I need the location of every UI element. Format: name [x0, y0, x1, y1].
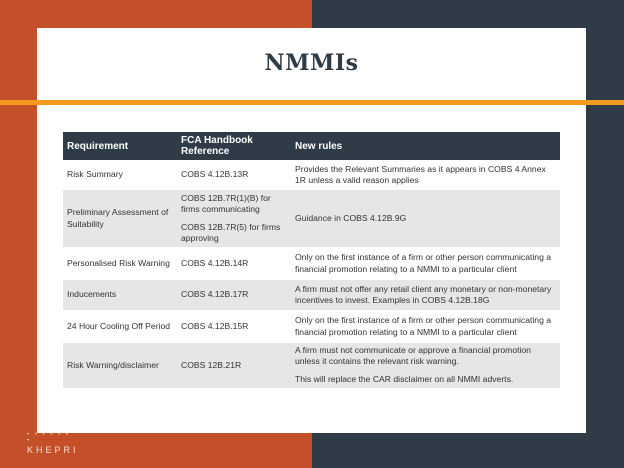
cell-fca-reference: COBS 4.12B.14R [177, 248, 291, 279]
header-fca-reference: FCA Handbook Reference [177, 132, 291, 160]
cell-requirement: 24 Hour Cooling Off Period [63, 311, 177, 342]
table-row [63, 190, 560, 247]
cell-new-rules [291, 343, 560, 388]
logo-dots: • • • • • • • [27, 432, 70, 444]
header-requirement: Requirement [63, 132, 177, 160]
cell-requirement: Inducements [63, 280, 177, 310]
cell-fca-reference: COBS 12B.21R [177, 343, 291, 388]
cell-new-rules: Only on the first instance of a firm or other person communicating a financial promotion relating to a NMMI to a particular client [291, 311, 560, 342]
cell-requirement: Personalised Risk Warning [63, 248, 177, 279]
table-row [63, 161, 560, 189]
nmmi-rules-table [63, 131, 560, 389]
new-rules-line-2: This will replace the CAR disclaimer on all NMMI adverts. [295, 374, 514, 385]
cell-fca-reference: COBS 4.12B.13R [177, 161, 291, 189]
accent-rule [0, 100, 624, 105]
table-row [63, 311, 560, 342]
cell-requirement: Preliminary Assessment of Suitability [63, 190, 177, 247]
new-rules-line-1: A firm must not communicate or approve a financial promotion unless it contains the relevant risk warning. [295, 345, 531, 367]
header-new-rules: New rules [291, 132, 560, 160]
fca-reference-line-1: COBS 12B.7R(1)(B) for firms communicating [181, 192, 271, 214]
cell-requirement: Risk Summary [63, 161, 177, 189]
cell-new-rules: A firm must not offer any retail client any monetary or non-monetary incentives to invest. Examples in COBS 4.12B.18G [291, 280, 560, 310]
khepri-logo [27, 432, 77, 455]
table-header-row [63, 132, 560, 160]
logo-wordmark: KHEPRI [27, 445, 79, 455]
cell-new-rules: Guidance in COBS 4.12B.9G [291, 190, 560, 247]
cell-new-rules: Only on the first instance of a firm or other person communicating a financial promotion relating to a NMMI to a particular client [291, 248, 560, 279]
cell-fca-reference: COBS 4.12B.15R [177, 311, 291, 342]
slide-title: NMMIs [264, 50, 359, 76]
cell-requirement: Risk Warning/disclaimer [63, 343, 177, 388]
cell-fca-reference [177, 190, 291, 247]
table-row [63, 248, 560, 279]
table-row [63, 343, 560, 388]
fca-reference-line-2: COBS 12B.7R(5) for firms approving [181, 222, 281, 244]
cell-fca-reference: COBS 4.12B.17R [177, 280, 291, 310]
cell-new-rules: Provides the Relevant Summaries as it appears in COBS 4 Annex 1R unless a valid reason applies [291, 161, 560, 189]
table-row [63, 280, 560, 310]
